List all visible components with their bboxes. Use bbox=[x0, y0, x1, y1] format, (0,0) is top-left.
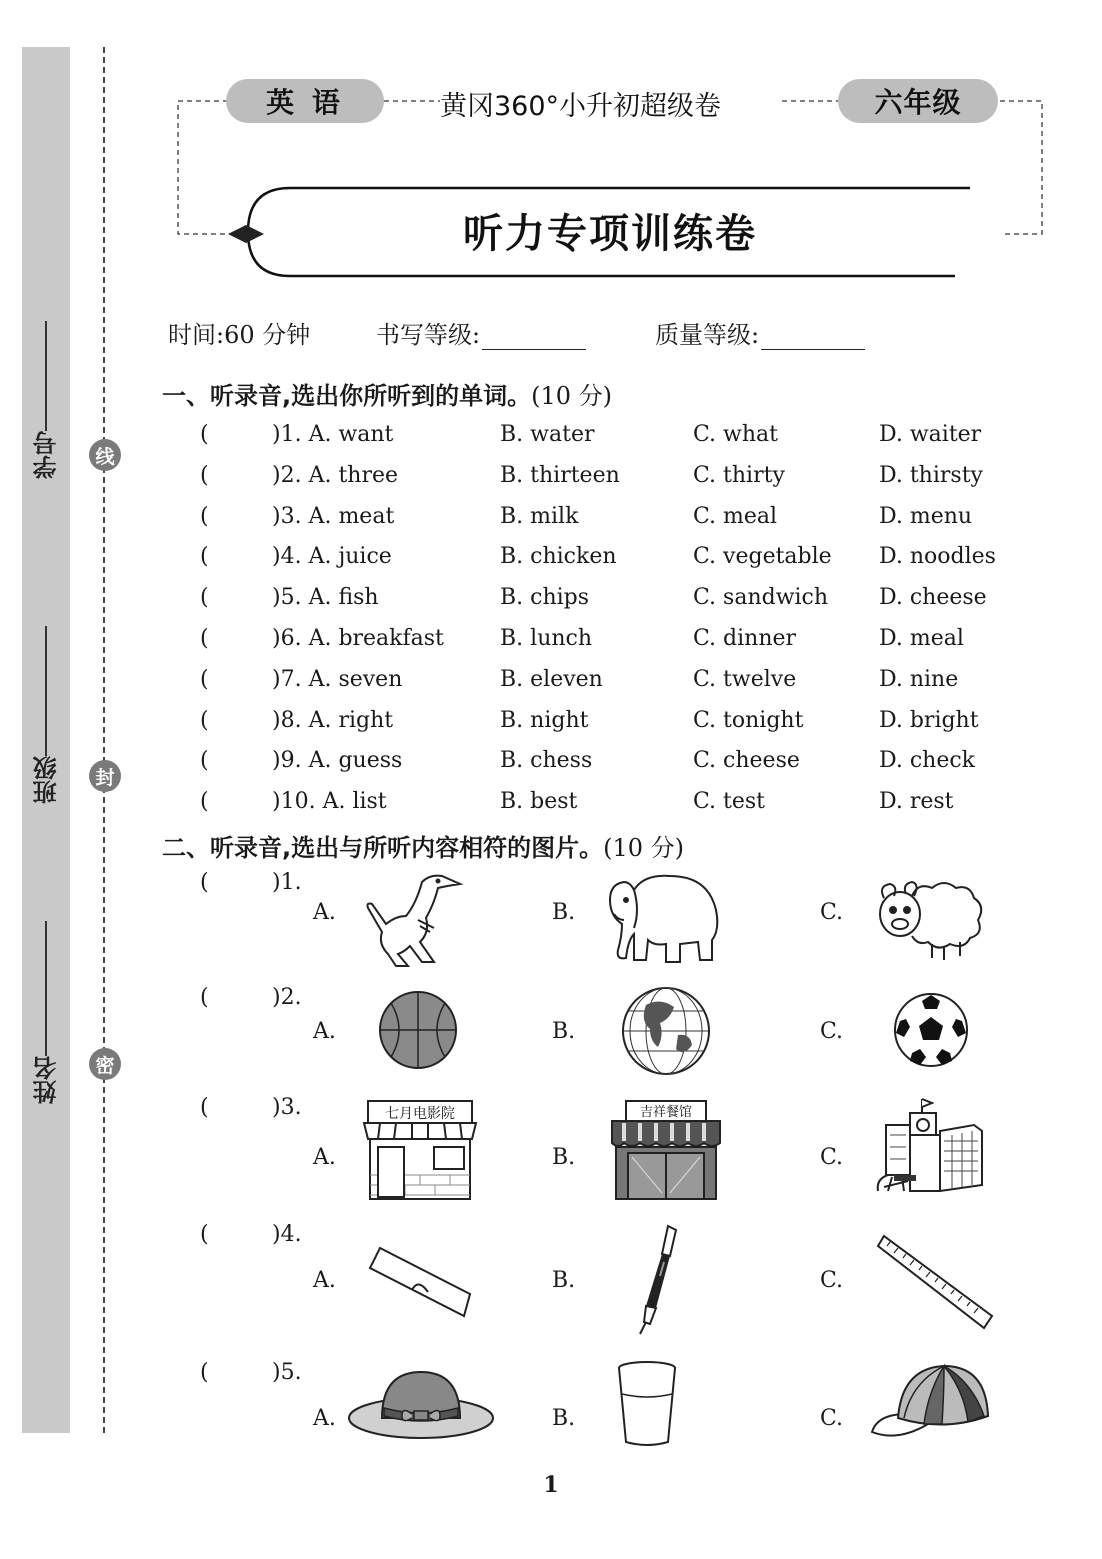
page-number: 1 bbox=[543, 1472, 559, 1498]
option-d[interactable]: D. check bbox=[879, 748, 976, 774]
question-number: )5. bbox=[272, 1360, 302, 1385]
option-a[interactable]: )6. A. breakfast bbox=[272, 626, 444, 651]
name-blank[interactable] bbox=[45, 921, 47, 1056]
page-title: 听力专项训练卷 bbox=[463, 211, 757, 257]
option-d[interactable]: D. bright bbox=[879, 707, 979, 733]
picture-question bbox=[200, 1360, 1060, 1470]
section2-heading bbox=[162, 828, 684, 863]
option-c[interactable]: C. meal bbox=[693, 503, 778, 529]
section1-points: (10 分) bbox=[531, 382, 613, 410]
globe-icon bbox=[620, 985, 712, 1077]
section2-heading-text: 二、听录音,选出与所听内容相符的图片。 bbox=[162, 834, 604, 862]
ruler-icon bbox=[876, 1232, 996, 1332]
option-a-label: A. bbox=[313, 1268, 336, 1293]
option-c-label: C. bbox=[820, 1019, 844, 1044]
grade-pill: 六年级 bbox=[838, 79, 998, 123]
seal-seal-badge: 封 bbox=[89, 760, 121, 792]
student-no-blank[interactable] bbox=[45, 321, 47, 431]
option-c[interactable]: C. vegetable bbox=[693, 544, 832, 570]
restaurant-sign: 吉祥餐馆 bbox=[639, 1105, 693, 1120]
option-b[interactable]: B. night bbox=[500, 707, 589, 733]
option-a[interactable]: )7. A. seven bbox=[272, 666, 403, 692]
option-b[interactable]: B. chess bbox=[500, 748, 593, 774]
answer-paren[interactable]: ( bbox=[200, 985, 209, 1010]
class-blank[interactable] bbox=[45, 626, 47, 756]
question-number: )2. bbox=[272, 985, 302, 1010]
hat-icon bbox=[346, 1368, 496, 1440]
student-no-field bbox=[22, 315, 70, 479]
pen-icon bbox=[626, 1222, 682, 1338]
question-row bbox=[200, 544, 1060, 582]
option-a-label: A. bbox=[313, 1406, 336, 1431]
section1-heading-text: 一、听录音,选出你所听到的单词。 bbox=[162, 382, 532, 410]
answer-paren[interactable]: ( bbox=[200, 503, 209, 529]
question-row bbox=[200, 463, 1060, 501]
option-b-label: B. bbox=[552, 1268, 576, 1293]
option-a-label: A. bbox=[313, 900, 336, 925]
option-a[interactable]: )5. A. fish bbox=[272, 585, 379, 611]
answer-paren[interactable]: ( bbox=[200, 789, 209, 815]
option-c[interactable]: C. cheese bbox=[693, 748, 800, 774]
option-c[interactable]: C. test bbox=[693, 789, 766, 815]
option-b[interactable]: B. water bbox=[500, 422, 595, 447]
option-c-label: C. bbox=[820, 1268, 844, 1293]
question-row bbox=[200, 585, 1060, 623]
picture-question bbox=[200, 870, 1060, 980]
option-b[interactable]: B. chicken bbox=[500, 544, 617, 570]
sheep-icon bbox=[872, 876, 988, 962]
option-d[interactable]: D. cheese bbox=[879, 585, 987, 611]
answer-paren[interactable]: ( bbox=[200, 585, 209, 611]
question-row bbox=[200, 504, 1060, 542]
option-c[interactable]: C. dinner bbox=[693, 626, 797, 651]
option-a[interactable]: )10. A. list bbox=[272, 789, 387, 815]
answer-paren[interactable]: ( bbox=[200, 626, 209, 651]
option-a[interactable]: )8. A. right bbox=[272, 707, 394, 733]
question-row bbox=[200, 748, 1060, 786]
section1-heading bbox=[162, 376, 612, 411]
set-square-icon bbox=[366, 1244, 476, 1320]
answer-paren[interactable]: ( bbox=[200, 1222, 209, 1247]
answer-paren[interactable]: ( bbox=[200, 707, 209, 733]
cap-icon bbox=[868, 1362, 992, 1446]
option-d[interactable]: D. thirsty bbox=[879, 462, 983, 488]
school-icon bbox=[874, 1095, 986, 1201]
option-b[interactable]: B. thirteen bbox=[500, 462, 620, 488]
writing-grade-label: 书写等级: bbox=[376, 321, 481, 349]
option-a[interactable]: )1. A. want bbox=[272, 422, 394, 447]
series-title: 黄冈360°小升初超级卷 bbox=[440, 91, 722, 122]
quality-grade-blank[interactable] bbox=[761, 323, 865, 350]
option-d[interactable]: D. waiter bbox=[879, 422, 982, 447]
option-a[interactable]: )9. A. guess bbox=[272, 748, 403, 774]
question-number: )3. bbox=[272, 1095, 302, 1120]
seal-secret-badge: 密 bbox=[89, 1048, 121, 1080]
glass-icon bbox=[614, 1360, 680, 1448]
seal-line-badge: 线 bbox=[89, 439, 121, 471]
option-b-label: B. bbox=[552, 1019, 576, 1044]
question-number: )1. bbox=[272, 870, 302, 895]
option-c[interactable]: C. thirty bbox=[693, 462, 785, 488]
picture-question bbox=[200, 1095, 1060, 1205]
option-a[interactable]: )4. A. juice bbox=[272, 544, 392, 570]
answer-paren[interactable]: ( bbox=[200, 544, 209, 570]
answer-paren[interactable]: ( bbox=[200, 1095, 209, 1120]
name-field bbox=[22, 915, 70, 1104]
answer-paren[interactable]: ( bbox=[200, 422, 209, 447]
basketball-icon bbox=[377, 989, 459, 1071]
question-row bbox=[200, 708, 1060, 746]
option-c[interactable]: C. twelve bbox=[693, 666, 797, 692]
class-field bbox=[22, 620, 70, 804]
question-row bbox=[200, 667, 1060, 705]
option-c[interactable]: C. tonight bbox=[693, 707, 804, 733]
restaurant-icon bbox=[608, 1097, 724, 1201]
question-row bbox=[200, 789, 1060, 827]
class-label: 班级 bbox=[32, 756, 61, 804]
picture-question bbox=[200, 985, 1060, 1095]
option-c-label: C. bbox=[820, 1406, 844, 1431]
football-icon bbox=[892, 991, 970, 1069]
picture-question bbox=[200, 1222, 1060, 1332]
student-no-label: 学号 bbox=[32, 431, 61, 479]
option-b-label: B. bbox=[552, 900, 576, 925]
option-a[interactable]: )3. A. meat bbox=[272, 503, 395, 529]
option-a[interactable]: )2. A. three bbox=[272, 462, 399, 488]
answer-paren[interactable]: ( bbox=[200, 1360, 209, 1385]
cinema-icon bbox=[360, 1097, 480, 1201]
option-d[interactable]: D. noodles bbox=[879, 544, 996, 570]
option-a-label: A. bbox=[313, 1145, 336, 1170]
writing-grade-blank[interactable] bbox=[482, 323, 586, 350]
option-b[interactable]: B. best bbox=[500, 789, 578, 815]
name-label: 姓名 bbox=[32, 1056, 61, 1104]
writing-grade bbox=[376, 315, 586, 350]
option-b[interactable]: B. eleven bbox=[500, 666, 603, 692]
option-c-label: C. bbox=[820, 900, 844, 925]
option-b[interactable]: B. chips bbox=[500, 585, 590, 611]
option-b-label: B. bbox=[552, 1145, 576, 1170]
kangaroo-icon bbox=[360, 870, 470, 970]
option-d[interactable]: D. menu bbox=[879, 503, 973, 529]
exam-time-text: 时间:60 分钟 bbox=[168, 321, 311, 349]
option-b[interactable]: B. lunch bbox=[500, 626, 593, 651]
question-row bbox=[200, 626, 1060, 664]
answer-paren[interactable]: ( bbox=[200, 870, 209, 895]
option-c-label: C. bbox=[820, 1145, 844, 1170]
option-b-label: B. bbox=[552, 1406, 576, 1431]
answer-paren[interactable]: ( bbox=[200, 748, 209, 774]
answer-paren[interactable]: ( bbox=[200, 462, 209, 488]
option-a-label: A. bbox=[313, 1019, 336, 1044]
option-d[interactable]: D. rest bbox=[879, 789, 954, 815]
exam-time bbox=[168, 315, 310, 350]
subject-pill: 英 语 bbox=[226, 79, 384, 123]
elephant-icon bbox=[604, 870, 724, 968]
option-c[interactable]: C. sandwich bbox=[693, 585, 829, 611]
section2-points: (10 分) bbox=[603, 834, 685, 862]
question-number: )4. bbox=[272, 1222, 302, 1247]
option-b[interactable]: B. milk bbox=[500, 503, 579, 529]
question-row bbox=[200, 422, 1060, 460]
quality-grade-label: 质量等级: bbox=[655, 321, 760, 349]
quality-grade bbox=[655, 315, 865, 350]
cinema-sign: 七月电影院 bbox=[385, 1106, 455, 1122]
answer-paren[interactable]: ( bbox=[200, 666, 209, 692]
option-d[interactable]: D. nine bbox=[879, 666, 959, 692]
option-c[interactable]: C. what bbox=[693, 422, 778, 447]
option-d[interactable]: D. meal bbox=[879, 626, 964, 651]
